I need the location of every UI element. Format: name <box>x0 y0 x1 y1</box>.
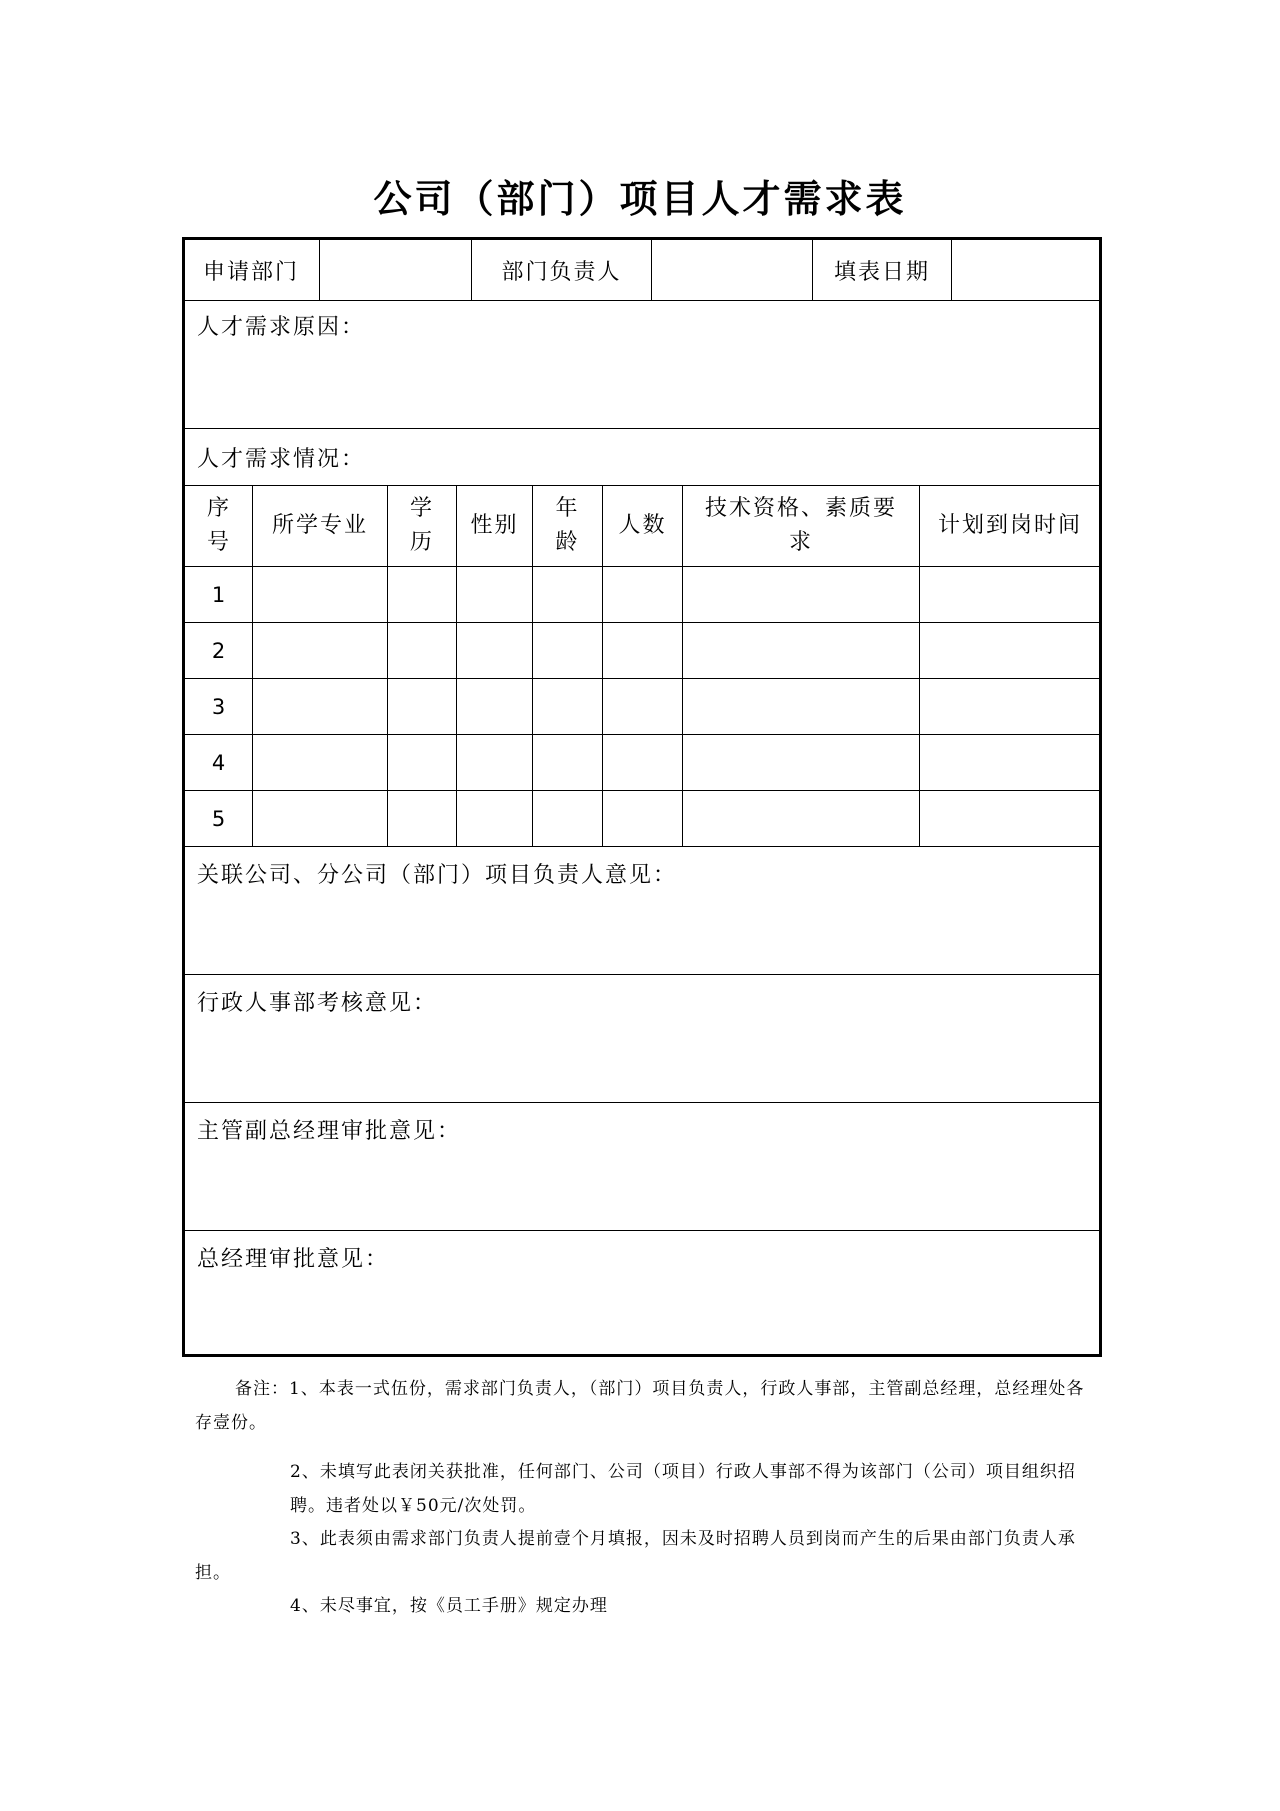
dept-field[interactable] <box>320 240 471 300</box>
note-2: 2、未填写此表闭关获批准，任何部门、公司（项目）行政人事部不得为该部门（公司）项目组织招聘。违者处以￥50元/次处罚。 <box>290 1462 1076 1516</box>
reason-label: 人才需求原因： <box>197 315 366 340</box>
col-seq: 序号 <box>207 496 232 555</box>
gm-opinion-label: 总经理审批意见： <box>197 1247 390 1272</box>
reason-field[interactable] <box>185 340 1100 425</box>
form-title: 公司（部门）项目人才需求表 <box>373 176 907 221</box>
col-count: 人数 <box>618 513 667 538</box>
row-number: 5 <box>211 806 226 831</box>
dept-head-label: 部门负责人 <box>501 259 622 285</box>
row-number: 1 <box>211 582 226 607</box>
row-number: 2 <box>211 638 226 663</box>
col-gender: 性别 <box>470 513 519 538</box>
fill-date-field[interactable] <box>952 240 1100 300</box>
row-number: 3 <box>211 694 226 719</box>
affiliate-opinion-label: 关联公司、分公司（部门）项目负责人意见： <box>197 863 678 888</box>
col-education: 学历 <box>410 496 435 555</box>
vp-opinion-label: 主管副总经理审批意见： <box>197 1119 462 1144</box>
note-4: 4、未尽事宜，按《员工手册》规定办理 <box>290 1596 608 1616</box>
note-1: 备注：1、本表一式伍份，需求部门负责人，（部门）项目负责人，行政人事部，主管副总经理，总经理处各存壹份。 <box>195 1379 1085 1433</box>
col-major: 所学专业 <box>271 513 368 538</box>
affiliate-opinion-field[interactable] <box>185 890 1100 972</box>
gm-opinion-field[interactable] <box>185 1274 1100 1354</box>
requisition-form <box>182 237 1102 1357</box>
fill-date-label: 填表日期 <box>833 259 930 285</box>
situation-label: 人才需求情况： <box>197 447 366 472</box>
hr-opinion-label: 行政人事部考核意见： <box>197 991 438 1016</box>
col-arrival-time: 计划到岗时间 <box>937 513 1082 538</box>
vp-opinion-field[interactable] <box>185 1146 1100 1228</box>
dept-head-field[interactable] <box>652 240 812 300</box>
col-qualification: 技术资格、素质要求 <box>704 496 897 555</box>
col-age: 年龄 <box>555 496 580 555</box>
row-number: 4 <box>211 750 226 775</box>
dept-label: 申请部门 <box>203 259 300 285</box>
note-3: 3、此表须由需求部门负责人提前壹个月填报，因未及时招聘人员到岗而产生的后果由部门负责人承担。 <box>195 1529 1076 1583</box>
hr-opinion-field[interactable] <box>185 1018 1100 1100</box>
